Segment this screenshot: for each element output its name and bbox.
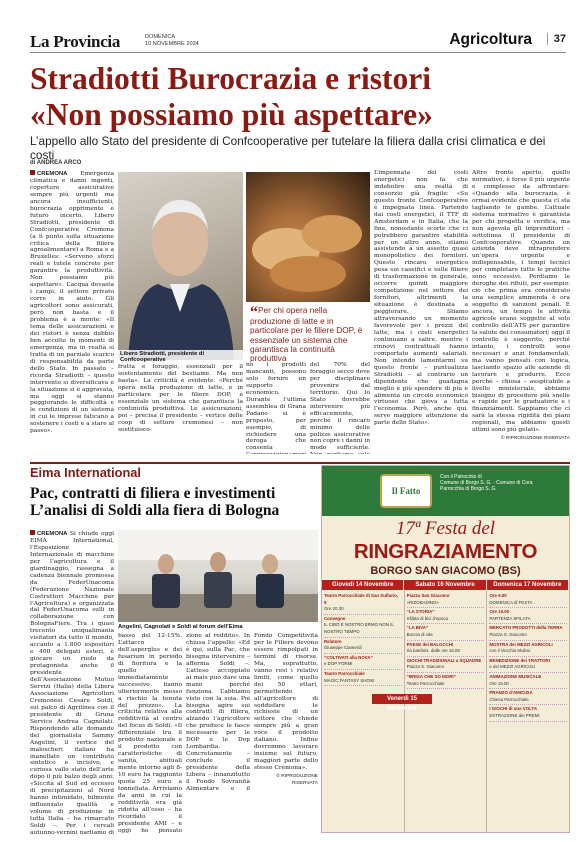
poster-event-detail: «RIZOBADINO» — [406, 599, 439, 605]
poster-event-title: “COLTIVATI alla NOVA” — [324, 654, 373, 660]
article1-pull-quote — [250, 306, 370, 363]
poster-patronage-line3: Parrocchia di Borgo S. G. — [440, 486, 497, 492]
poster-event-title: MERCATO PRODOTTI della TERRA — [489, 625, 563, 631]
article2-column-3 — [186, 633, 318, 833]
poster-event-item — [324, 639, 402, 654]
poster-event-detail: DOMENICA di FESTA — [489, 599, 533, 605]
poster-event-title: BENEDIZIONE dei TRATTORI — [489, 657, 550, 663]
article1-column-6 — [472, 170, 570, 454]
poster-event-title: I GIOCHI di una VOLTA — [489, 706, 537, 712]
article1-headline-line1: Stradiotti Burocrazia e ristori — [30, 61, 431, 96]
poster-event-title: Piazza San Giacomo — [406, 593, 450, 598]
poster-event-detail: Boccia di vita — [406, 631, 433, 637]
poster-event-title: Convegno — [324, 615, 346, 621]
article1-col1-text: Emergenza climatica e danni ingenti, coperture assicurative sempre più urgenti ma ancora insufficienti, burocrazia opprimente e futuro incerto. Libero Stradiotti, presidente di Confcooperative Cremona (a lì punto sulla situazione critica della filiera agroalimentare) a Roma e a Bruxelles: «Servono sforzi reali e tutele concrete per garantire la produttività. Non possiamo più aspettare». L’acqua devasta i campi, il settore privato corre in aiuto. Gli agricoltori sono assicurati, però non basta e il problema è a monte: «Il tema delle assicurazioni e dei ristori è senza dubbio ben accolto in momenti di emergenza, ma in realtà si tratta di un parziale scarico di responsabilità da parte dello Stato. In passato – ricorda Stradiotti – questo intervento si diversificava e la situazione si è aggravata, ma oggi si stanno peggiorando le difficoltà e le condizioni di un sistema in cui le imprese faticano a sostenere i costi e a stare al passo». — [30, 171, 114, 435]
poster-day-1: Giovedì 14 Novembre — [322, 580, 404, 590]
article1-column-1 — [30, 170, 114, 454]
forum-illustration — [118, 530, 318, 622]
poster-program-col-3 — [487, 591, 569, 832]
portrait-illustration — [118, 172, 243, 360]
article1-headline-line2: «Non possiamo più aspettare» — [30, 97, 433, 132]
article2-location: CREMONA — [37, 531, 68, 537]
issue-full-date: 10 NOVEMBRE 2024 — [145, 41, 199, 47]
poster-event-title: Ore 10.00 — [489, 609, 510, 615]
article2-photo-caption: Angelini, Cagnolati e Soldi al forum dell’Eima — [118, 624, 243, 630]
poster-event-title: Relatore — [324, 638, 342, 644]
article1-column-5: L’impennata dei costi energetici non fa che indebolire una realtà di consorzio già fragile: «Su questo fronte Confcooperative è impegnata linea. Partendo dai costi energetici, il TTF di Amsterdam e in Italia, che la fine, nonostante scorte che ci potrebbero garantire stabilità per un altro anno, stiamo assistendo a un assetto quasi monopolistico dei fornitori. Questo rincaro energetico pesa sui caseifici e sulle filiere di trasformazione in generale, occorre quindi maggiore competizione nel settore dei fornitori, altrimenti la situazione è destinata a peggiorare. Stiamo attraversando un momento favorevole per i prezzi del latte, ma i costi energetici continuano a salire, mentre i rinnovi contrattuali hanno comportato aumenti salariali. Non intendo lamentarmi su questo fronte – puntualizza Stradiotti – al contrario un dipendente che guadagna meglio è più spendere di più e alimenta un circolo economico virtuoso che giova a tutta l’economia. Però, anche qui, serve maggiore attenzione da parte dello Stato». — [374, 170, 468, 427]
poster-event-item — [324, 616, 402, 638]
poster-event-title: PRANZO d’AMICIZIA — [489, 690, 533, 696]
poster-program-col-2 — [405, 591, 488, 832]
issue-date — [145, 34, 199, 48]
poster-event-item — [407, 609, 485, 624]
poster-event-item — [489, 690, 567, 705]
article2-col3-text: zione al reddito». In chiusa l’appello: «Ed è qui, sulla Pac, che bisogna intervenire – afferma Soldi –. L’atteso accoppiato ai mais può dare una mano perché funziona. L’abbiamo visto con la soia. Poi bisogna agire sui contratti di filiera, alzando l’agricoltore che produce le fasce necessarie per le DOP e le Dop Lombardia. Concretamente – conclude il presidente della Libera – innanzitutto il Fondo Sovranità Alimentare e il Fondo Competitività per le Filiere devono essere rimpolpati in termini di risorse. Ma, soprattutto, vanno resi i relativi limiti, come quello dei 50 ettari, permettendo all’agricoltore di soddisfare le richieste di un settore che chiede sempre più a gran voce il prodotto italiano. Infine dovremmo lavorare insieme sul futuro, maggiori parte dello stesso Cremona». — [186, 633, 318, 792]
poster-event-detail: PARTENZA SFILATA — [489, 615, 531, 621]
poster-event-detail: tra bambini, dalle ore 15.00 — [406, 648, 460, 654]
location-marker-icon — [30, 530, 35, 535]
poster-friday-label: Venerdì 15 Novembre — [372, 694, 432, 704]
poster-event-detail: MAGIC FANTASY SHOW — [324, 677, 375, 683]
poster-event-detail: con il Vecchio Mulino — [489, 648, 531, 654]
poster-day-3: Domenica 17 Novembre — [487, 580, 569, 590]
article1-col6-text: Altro fronte aperto, quello normativo, è forse il più urgente e complesso da affrontare: «Quando alla burocrazia, è ormai evidente che questa ci sta tagliando le gambe. L’attuale sistema normativo è garantista per chi progetta e verifica, ma non agevola gli imprenditori – sottolinea il presidente di Confcooperative. Quando un azienda deve intraprendere un’opera urgente e indispensabile, i tempi tecnici per completare tutte le pratiche sono eccessivi. Perdiamo le deroghe dei rifiuti, per esempio: ciò che prima era considerato una semplice ammenda è ora soggetto di sanzioni penali. E ancora, un tempo le attività agricole erano soggette al solo controllo dell’ATS per garantire la salute dei consumatori; oggi il controllo è suggerito, perché intanto, i controlli sono necessari e anzi fondamentali, ma vanno pensati con logica, lasciando spazio alle aziende di lavorare e produrre. Ecco perché – chiosa – auspicabile a livello ministeriale, abbiamo bisogno di procedure più snelle e rapide per le graduatorie e i finanziamenti. Sappiamo che ci sarà la stessa rigidità dei piani regionali, ma abbiamo questi ultimi sono più gelati». — [472, 170, 570, 434]
poster-main-title: RINGRAZIAMENTO — [353, 540, 538, 563]
poster-event-item — [407, 593, 485, 608]
article1-headline — [30, 62, 570, 131]
poster-event-title: Teatro Parrocchiale — [324, 670, 365, 676]
poster-event-detail: Chiesa Parrocchiale — [489, 696, 529, 702]
poster-event-item — [407, 625, 485, 640]
section-title: Agricoltura — [449, 31, 532, 48]
poster-day-2: Sabato 16 Novembre — [404, 580, 486, 590]
cheese-illustration — [246, 172, 370, 302]
section-divider — [30, 462, 570, 464]
poster-event-item — [489, 706, 567, 721]
poster-event-item — [324, 655, 402, 670]
poster-patronage — [440, 474, 564, 492]
article1-column-4: del 70% del foraggio secco deve per disciplinare provenire dal territorio. Qui lo Stato dovrebbe intervenire più efficacemente, perché il rincaro minimo delle polizze assicurative non copre i danni in modo sufficiente. — [310, 362, 370, 452]
article1-byline: di ANDREA ARCO — [30, 160, 82, 166]
poster-event-item — [407, 642, 485, 657]
poster-event-detail: Piazza S. Giacomo — [489, 631, 527, 637]
poster-event-title: “LA STORIA” — [406, 609, 435, 615]
article1-photo-caption: Libero Stradiotti, presidente di Confcooperative — [118, 350, 243, 364]
poster-event-title: ANIMAZIONE MUSICALE — [489, 673, 542, 679]
poster-festa-title: 17ª Festa del — [395, 518, 496, 539]
newspaper-logo: La Provincia — [30, 32, 121, 51]
article1-copyright: © RIPRODUZIONE RISERVATA — [500, 436, 570, 442]
poster-event-item — [489, 593, 567, 608]
issue-day: DOMENICA — [145, 34, 176, 40]
article2-copyright: © RIPRODUZIONE RISERVATA — [276, 774, 318, 787]
poster-event-detail: e dei MEZZI AGRICOLI — [489, 664, 536, 670]
article2-col1-text: Si chiude oggi EIMA International, l’Esposizione Internazionale di macchine per l’agricoltura e il giardinaggio, rassegna a cadenza biennale promossa da FederUnacoma (Federazione Nazionale Costruttori Macchine per l’Agricoltura) e organizzata dal FederUnacoma sulli in collaborazione con BolognaFiere. Tra i quasi trecento uniqualimania visitatori da tutto il mondo, accanto a 1.800 espositori e 400 delegati esteri, è giocare un ruolo da protagonista anche il presidente dell’Associazione Mutuo Servizi (Italia) della Libera Associazione Agricoltori Cremonesi Cesare Soldi, sul palco di Agrilinea con il presidente di Gruna Service Andrea Cagnolati. Rispondendo alle domande del giornalista Sammy Angelini, il vertice del maloscheri italiani ha inanellato un contributo sintetico e incisivo, e curiosa vallo stato dell’arte dopo il più balzo degli anni: «Siccità al Sud ed eccesso di precipitazioni al Nord hanno intimidato, bilmente influenzato qualità e volume di produzione in tutta Italia – ha rimarcato Soldi –. Per i cereali autunno-vernini parliamo di — [30, 531, 114, 834]
poster-program — [322, 591, 569, 832]
poster-event-item — [489, 609, 567, 624]
quote-mark-icon: “ — [250, 304, 258, 321]
poster-event-title: “LA BIVA” — [406, 625, 429, 631]
stradiotti-portrait-photo — [118, 172, 243, 360]
poster-event-item — [489, 658, 567, 673]
poster-badge-logo — [380, 474, 432, 508]
poster-event-title: Ore 9.00 — [489, 593, 507, 598]
festa-ringraziamento-poster — [321, 465, 570, 833]
poster-event-detail: e DOP FORMI — [324, 661, 353, 667]
article2-headline — [30, 485, 310, 519]
article1-column-3: no i prodotti mancanti, possono solo fornire un supporto economico. Durante l’ultima assemblea di Grana Padano si è proposto, per esempio, di richiedere una deroga che consenta — [246, 362, 306, 452]
poster-event-detail: Piazza S. Giacomo — [406, 664, 445, 670]
article1-location: CREMONA — [37, 171, 68, 177]
poster-event-title: Teatro Parrocchiale di San Sulfurio, 9 — [324, 593, 399, 605]
article2-headline-line1: Pac, contratti di filiera e investimenti — [30, 485, 276, 502]
poster-event-detail: ESTRAZIONE dei PREMI — [489, 712, 540, 718]
poster-day-headers — [322, 580, 569, 590]
poster-event-item — [489, 625, 567, 640]
poster-event-detail: Ore 15.00 — [489, 680, 509, 686]
poster-patronage-line2: Comune di Borgo S. G. · Comune di Cora — [440, 480, 533, 486]
article1-column-2: frutta e foraggio, essenziali per il sostentamento del bestiame. Ma non basta». La criticità è evidente. «Perché opera nella produzione di latte, e in particolare per le filiere DOP, è essenziale un sistema che garantisca la continuità produttiva. Le assicurazioni, poi – precisa il presidente – vertice delle coop di settore cremonesi – non sostituisco- — [118, 364, 243, 433]
poster-badge-text: Il Fatto — [391, 486, 421, 496]
poster-event-title: “BRIGA CHE SO MORI” — [406, 673, 456, 679]
poster-event-title: GIOCHI TRADIZIONALI a SQUADRE — [406, 657, 482, 663]
poster-event-item — [407, 674, 485, 689]
poster-event-detail: Ore 20.30 — [324, 606, 344, 612]
poster-event-detail: Sfilata di bici d’epoca — [406, 615, 448, 621]
cheese-wheels-photo — [246, 172, 370, 302]
article2-column-1 — [30, 530, 114, 834]
article2-section-label: Eima International — [30, 465, 141, 480]
location-marker-icon — [30, 170, 35, 175]
poster-patronage-line1: Con il Patrocinio di — [440, 474, 482, 480]
pull-quote-text: Per chi opera nella produzione di latte e in particolare per le filiere DOP, è essenziale un sistema che garantisca la continuità produttiva — [250, 305, 363, 364]
article2-column-2: basso del 12-15%. L’attacco dell’asperglus e dei fusarium in periodo di fioritura e la quello immediatamente successivo hanno ulteriormente messo a rischio la tenuta del prezzo». La criticità relativa alla redditività al centro del focus di Soldi: «Il differenziale tra il prodotto nazionale e il prodotto con caratteristiche di sanità, abituali mente intorno agli 8-10 euro ha raggiunto quota 25 euro a tonnellata. Arriviamo da anni in cui la redditività era già ridotta all’osso – ha ricordato il presidente AMI – e oggi ho pensato — [118, 633, 182, 833]
poster-event-detail: Giuseppe Ciamerdi — [324, 645, 362, 651]
article1-subheadline: L’appello allo Stato del presidente di Confcooperative per tutelare la filiera dalla crisi climatica e dei costi — [30, 134, 546, 162]
eima-forum-photo — [118, 530, 318, 622]
poster-event-detail: IL CIBO È NOSTRO ERMO NON IL NOSTRO TEMPO — [324, 622, 394, 634]
poster-event-item — [324, 671, 402, 686]
poster-event-item — [489, 642, 567, 657]
poster-event-title: PAESE dei BALOCCHI — [406, 641, 454, 647]
poster-place: BORGO SAN GIACOMO (BS) — [370, 565, 521, 577]
poster-event-item — [407, 658, 485, 673]
poster-event-title: MOSTRA dei MEZZI AGRICOLI — [489, 641, 553, 647]
page-header — [30, 31, 566, 53]
poster-event-item — [324, 593, 402, 615]
poster-event-item — [489, 674, 567, 689]
poster-event-detail: Teatro Parrocchiale — [406, 680, 445, 686]
page-number: 37 — [547, 33, 566, 45]
article2-headline-line2: L’analisi di Soldi alla fiera di Bologna — [30, 502, 280, 519]
